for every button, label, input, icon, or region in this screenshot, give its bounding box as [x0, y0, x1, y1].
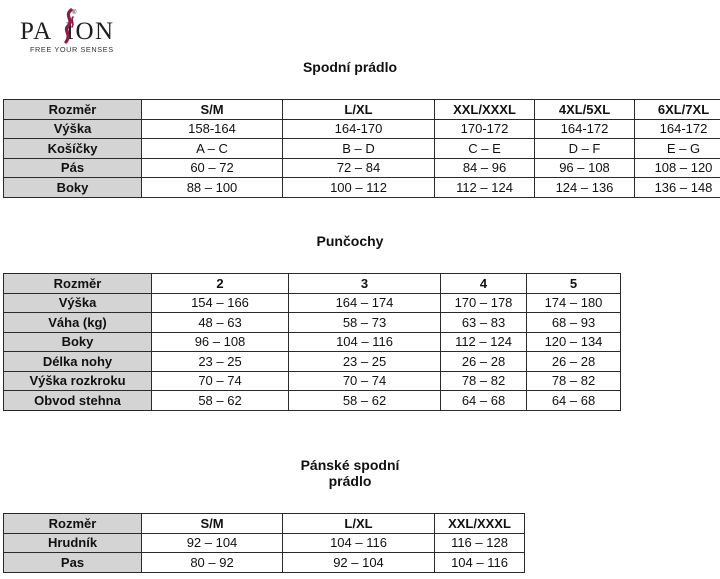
table-cell: 100 – 112 — [283, 178, 435, 198]
table-row — [4, 178, 720, 198]
column-header: 3 — [289, 274, 441, 294]
column-header: 5 — [527, 274, 621, 294]
mens-underwear-title-line2: prádlo — [328, 473, 372, 489]
table-cell: 68 – 93 — [527, 313, 621, 333]
column-header: XXL/XXXL — [435, 100, 535, 120]
table-cell: 108 – 120 — [635, 158, 720, 178]
table-cell: 112 – 124 — [435, 178, 535, 198]
table-cell: 23 – 25 — [289, 352, 441, 372]
row-label: Pas — [4, 553, 142, 573]
table-cell: 64 – 68 — [527, 391, 621, 411]
column-header: L/XL — [283, 100, 435, 120]
table-cell: 63 – 83 — [441, 313, 527, 333]
column-header: L/XL — [283, 514, 435, 534]
table-row — [4, 553, 525, 573]
table-cell: 124 – 136 — [535, 178, 635, 198]
table-cell: 174 – 180 — [527, 293, 621, 313]
table-row — [4, 313, 621, 333]
table-cell: 96 – 108 — [152, 332, 289, 352]
column-header: 4XL/5XL — [535, 100, 635, 120]
table-row — [4, 158, 720, 178]
lingerie-size-table — [3, 99, 720, 198]
table-cell: 72 – 84 — [283, 158, 435, 178]
row-label: Výška — [4, 119, 142, 139]
table-cell: 88 – 100 — [142, 178, 283, 198]
table-row — [4, 533, 525, 553]
table-cell: 58 – 62 — [289, 391, 441, 411]
table-cell: 120 – 134 — [527, 332, 621, 352]
row-label: Boky — [4, 332, 152, 352]
table-cell: 80 – 92 — [142, 553, 283, 573]
row-label: Výška rozkroku — [4, 371, 152, 391]
table-cell: 136 – 148 — [635, 178, 720, 198]
stockings-title: Punčochy — [316, 233, 384, 249]
mens-underwear-title-line1: Pánské spodní — [300, 457, 400, 473]
table-cell: 104 – 116 — [283, 533, 435, 553]
table-cell: 104 – 116 — [289, 332, 441, 352]
lingerie-title: Spodní prádlo — [302, 59, 398, 75]
table-cell: 164-172 — [635, 119, 720, 139]
table-row — [4, 352, 621, 372]
row-label: Hrudník — [4, 533, 142, 553]
table-cell: 58 – 73 — [289, 313, 441, 333]
table-row — [4, 293, 621, 313]
table-cell: 158-164 — [142, 119, 283, 139]
column-header: 2 — [152, 274, 289, 294]
table-header-row — [4, 100, 720, 120]
table-row — [4, 332, 621, 352]
logo-wordmark: PA ION — [20, 18, 115, 45]
table-cell: 26 – 28 — [441, 352, 527, 372]
table-cell: 116 – 128 — [435, 533, 525, 553]
table-cell: A – C — [142, 139, 283, 159]
column-header: Rozměr — [4, 100, 142, 120]
table-cell: 154 – 166 — [152, 293, 289, 313]
row-label: Boky — [4, 178, 142, 198]
table-cell: 170 – 178 — [441, 293, 527, 313]
table-cell: 78 – 82 — [527, 371, 621, 391]
row-label: Váha (kg) — [4, 313, 152, 333]
table-cell: 70 – 74 — [152, 371, 289, 391]
stockings-size-table — [3, 273, 621, 411]
column-header: Rozměr — [4, 274, 152, 294]
table-cell: C – E — [435, 139, 535, 159]
row-label: Výška — [4, 293, 152, 313]
table-cell: D – F — [535, 139, 635, 159]
table-cell: 48 – 63 — [152, 313, 289, 333]
column-header: XXL/XXXL — [435, 514, 525, 534]
table-cell: 23 – 25 — [152, 352, 289, 372]
table-cell: 84 – 96 — [435, 158, 535, 178]
row-label: Pás — [4, 158, 142, 178]
column-header: S/M — [142, 514, 283, 534]
column-header: 4 — [441, 274, 527, 294]
registered-mark: ® — [72, 10, 77, 16]
table-cell: 92 – 104 — [283, 553, 435, 573]
table-row — [4, 139, 720, 159]
table-cell: 104 – 116 — [435, 553, 525, 573]
logo-tagline: FREE YOUR SENSES — [30, 45, 114, 54]
table-header-row — [4, 274, 621, 294]
row-label: Obvod stehna — [4, 391, 152, 411]
table-header-row — [4, 514, 525, 534]
column-header: 6XL/7XL — [635, 100, 720, 120]
column-header: S/M — [142, 100, 283, 120]
table-cell: 96 – 108 — [535, 158, 635, 178]
table-cell: E – G — [635, 139, 720, 159]
row-label: Délka nohy — [4, 352, 152, 372]
table-cell: 58 – 62 — [152, 391, 289, 411]
mens-underwear-title — [0, 457, 700, 489]
table-cell: B – D — [283, 139, 435, 159]
table-cell: 164-172 — [535, 119, 635, 139]
table-cell: 164-170 — [283, 119, 435, 139]
table-row — [4, 119, 720, 139]
table-cell: 170-172 — [435, 119, 535, 139]
mens-underwear-size-table — [3, 513, 525, 573]
table-cell: 70 – 74 — [289, 371, 441, 391]
table-cell: 64 – 68 — [441, 391, 527, 411]
column-header: Rozměr — [4, 514, 142, 534]
table-cell: 112 – 124 — [441, 332, 527, 352]
table-row — [4, 371, 621, 391]
table-cell: 164 – 174 — [289, 293, 441, 313]
table-cell: 92 – 104 — [142, 533, 283, 553]
row-label: Košíčky — [4, 139, 142, 159]
table-cell: 78 – 82 — [441, 371, 527, 391]
passion-logo — [20, 8, 132, 54]
table-cell: 26 – 28 — [527, 352, 621, 372]
table-row — [4, 391, 621, 411]
table-cell: 60 – 72 — [142, 158, 283, 178]
